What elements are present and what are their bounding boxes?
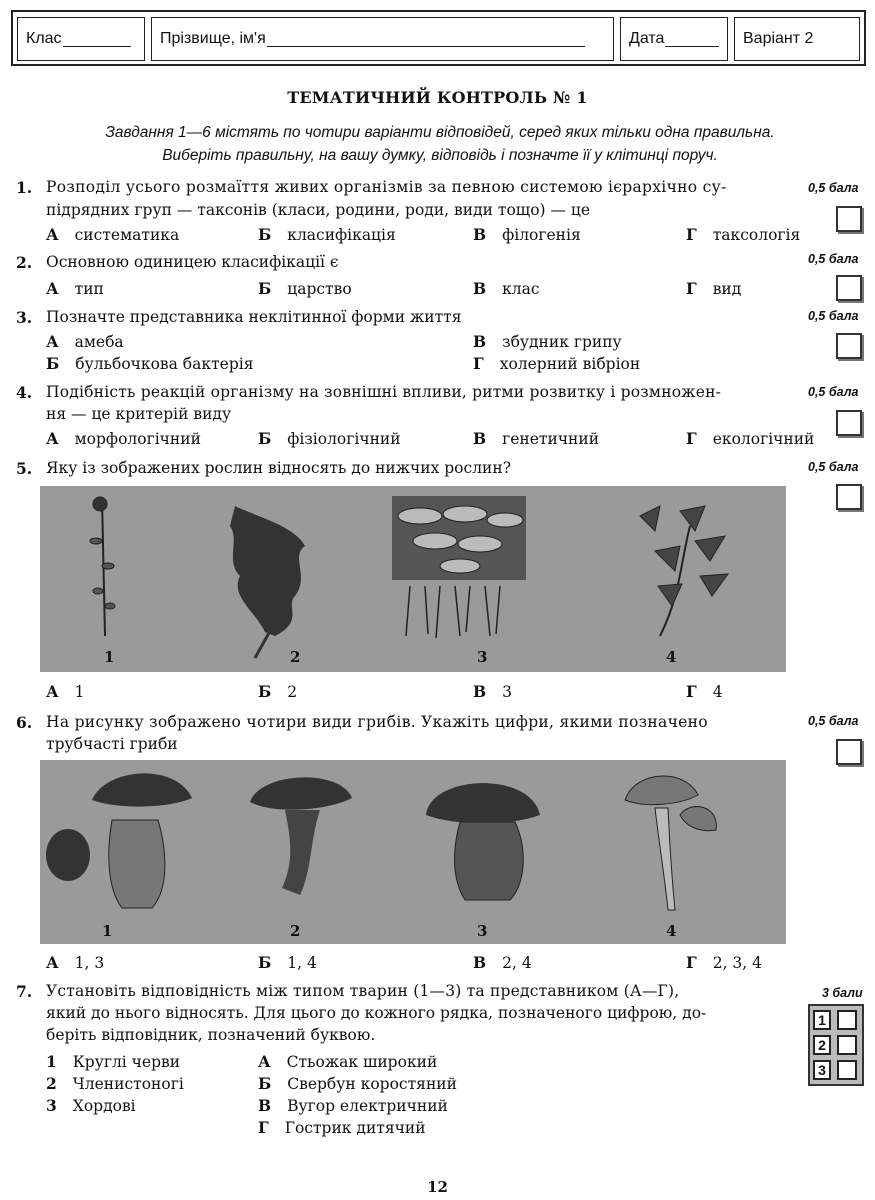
q6-points: 0,5 бала [808, 714, 859, 728]
name-label: Прізвище, ім'я [160, 30, 266, 47]
q5-points: 0,5 бала [808, 460, 859, 474]
mushrooms-image-panel [40, 760, 786, 944]
plant-label-2: 2 [290, 648, 301, 666]
q1-text-line-1: Розподіл усього розмаїття живих організмів за певною системою ієрархічно су- [46, 178, 727, 196]
plant-2-drawing [230, 506, 305, 658]
q7-text-line-2: який до нього відносять. Для цього до кожного рядка, позначеного цифрою, до- [46, 1004, 707, 1022]
mushroom-label-4: 4 [666, 922, 677, 940]
q4-text-line-2: ня — це критерій виду [46, 405, 232, 423]
q4-option-g: Г екологічний [686, 429, 815, 448]
q7-left-item-1: 1 Круглі черви [46, 1052, 181, 1071]
q3-points: 0,5 бала [808, 309, 859, 323]
q7-right-item-v: В Вугор електричний [258, 1096, 448, 1115]
q5-text: Яку із зображених рослин відносять до нижчих рослин? [46, 459, 512, 477]
q3-text: Позначте представника неклітинної форми життя [46, 308, 462, 326]
q4-answer-box[interactable] [836, 410, 862, 436]
q1-text-line-2: підрядних груп — таксонів (класи, родини, роди, види тощо) — це [46, 201, 591, 219]
mushroom-label-2: 2 [290, 922, 301, 940]
instruction-line-2: Виберіть правильну, на вашу думку, відповідь і позначте її у клітинці поруч. [162, 147, 718, 164]
q7-grid-cell-3[interactable] [837, 1060, 857, 1080]
mushroom-1-drawing [46, 773, 192, 908]
q7-points: 3 бали [822, 986, 863, 1000]
plant-4-drawing [640, 506, 728, 636]
name-field[interactable] [151, 17, 614, 61]
q5-option-g: Г 4 [686, 682, 723, 701]
q7-left-item-2: 2 Членистоногі [46, 1074, 184, 1093]
class-field[interactable] [17, 17, 145, 61]
q6-number: 6. [16, 713, 33, 732]
instruction-line-1: Завдання 1—6 містять по чотири варіанти відповідей, серед яких тільки одна правильна. [105, 124, 775, 141]
q7-number: 7. [16, 982, 33, 1001]
q7-text-line-3: беріть відповідник, позначений буквою. [46, 1026, 376, 1044]
q6-option-v: В 2, 4 [473, 953, 532, 972]
q3-answer-box[interactable] [836, 333, 862, 359]
q3-option-b: Б бульбочкова бактерія [46, 354, 254, 373]
q2-answer-box[interactable] [836, 275, 862, 301]
variant-label: Варіант 2 [743, 30, 814, 47]
q7-grid-label-1: 1 [813, 1010, 831, 1030]
plant-label-4: 4 [666, 648, 677, 666]
q1-answer-box[interactable] [836, 206, 862, 232]
q4-option-a: А морфологічний [46, 429, 201, 448]
page-number: 12 [427, 1178, 448, 1196]
q2-text: Основною одиницею класифікації є [46, 253, 339, 271]
q2-points: 0,5 бала [808, 252, 859, 266]
q1-option-v: В філогенія [473, 225, 581, 244]
q2-option-a: А тип [46, 279, 104, 298]
plants-illustration [40, 486, 786, 672]
q1-option-b: Б класифікація [258, 225, 396, 244]
plants-image-panel [40, 486, 786, 672]
q1-points: 0,5 бала [808, 181, 859, 195]
q6-text-line-1: На рисунку зображено чотири види грибів. Укажіть цифри, якими позначено [46, 713, 708, 731]
q3-option-a: А амеба [46, 332, 124, 351]
q2-option-b: Б царство [258, 279, 352, 298]
plant-label-1: 1 [104, 648, 115, 666]
q1-option-a: А систематика [46, 225, 180, 244]
q1-option-g: Г таксологія [686, 225, 801, 244]
q5-answer-box[interactable] [836, 484, 862, 510]
q5-option-v: В 3 [473, 682, 512, 701]
q6-option-g: Г 2, 3, 4 [686, 953, 762, 972]
q4-points: 0,5 бала [808, 385, 859, 399]
q7-grid-cell-1[interactable] [837, 1010, 857, 1030]
mushroom-2-drawing [250, 777, 352, 895]
q5-number: 5. [16, 459, 33, 478]
q7-text-line-1: Установіть відповідність між типом тварин (1—3) та представником (А—Г), [46, 982, 680, 1000]
q3-option-v: В збудник грипу [473, 332, 622, 351]
q7-grid-label-3: 3 [813, 1060, 831, 1080]
q4-option-v: В генетичний [473, 429, 600, 448]
mushroom-label-3: 3 [477, 922, 488, 940]
q7-grid-cell-2[interactable] [837, 1035, 857, 1055]
q2-option-g: Г вид [686, 279, 742, 298]
q4-text-line-1: Подібність реакцій організму на зовнішні впливи, ритми розвитку і розмножен- [46, 383, 722, 401]
q5-option-a: А 1 [46, 682, 85, 701]
q1-number: 1. [16, 178, 33, 197]
q4-number: 4. [16, 383, 33, 402]
plant-3-drawing [392, 496, 526, 638]
mushrooms-illustration [40, 760, 786, 944]
q7-right-item-b: Б Свербун коростяний [258, 1074, 457, 1093]
q7-right-item-a: А Стьожак широкий [258, 1052, 438, 1071]
mushroom-4-drawing [625, 776, 716, 910]
date-label: Дата [629, 30, 665, 47]
class-label: Клас [26, 30, 62, 47]
plant-label-3: 3 [477, 648, 488, 666]
q6-answer-box[interactable] [836, 739, 862, 765]
q3-number: 3. [16, 308, 33, 327]
q7-left-item-3: 3 Хордові [46, 1096, 136, 1115]
q6-option-a: А 1, 3 [46, 953, 105, 972]
q2-number: 2. [16, 253, 33, 272]
mushroom-3-drawing [426, 783, 540, 900]
date-field[interactable] [620, 17, 728, 61]
q6-text-line-2: трубчасті гриби [46, 735, 178, 753]
q3-option-g: Г холерний вібріон [473, 354, 641, 373]
q5-option-b: Б 2 [258, 682, 298, 701]
q4-option-b: Б фізіологічний [258, 429, 401, 448]
variant-box [734, 17, 860, 61]
q7-grid-label-2: 2 [813, 1035, 831, 1055]
q2-option-v: В клас [473, 279, 540, 298]
mushroom-label-1: 1 [102, 922, 113, 940]
page-title: ТЕМАТИЧНИЙ КОНТРОЛЬ № 1 [287, 88, 588, 107]
plant-1-drawing [90, 497, 115, 636]
q7-right-item-g: Г Гострик дитячий [258, 1118, 426, 1137]
q6-option-b: Б 1, 4 [258, 953, 317, 972]
